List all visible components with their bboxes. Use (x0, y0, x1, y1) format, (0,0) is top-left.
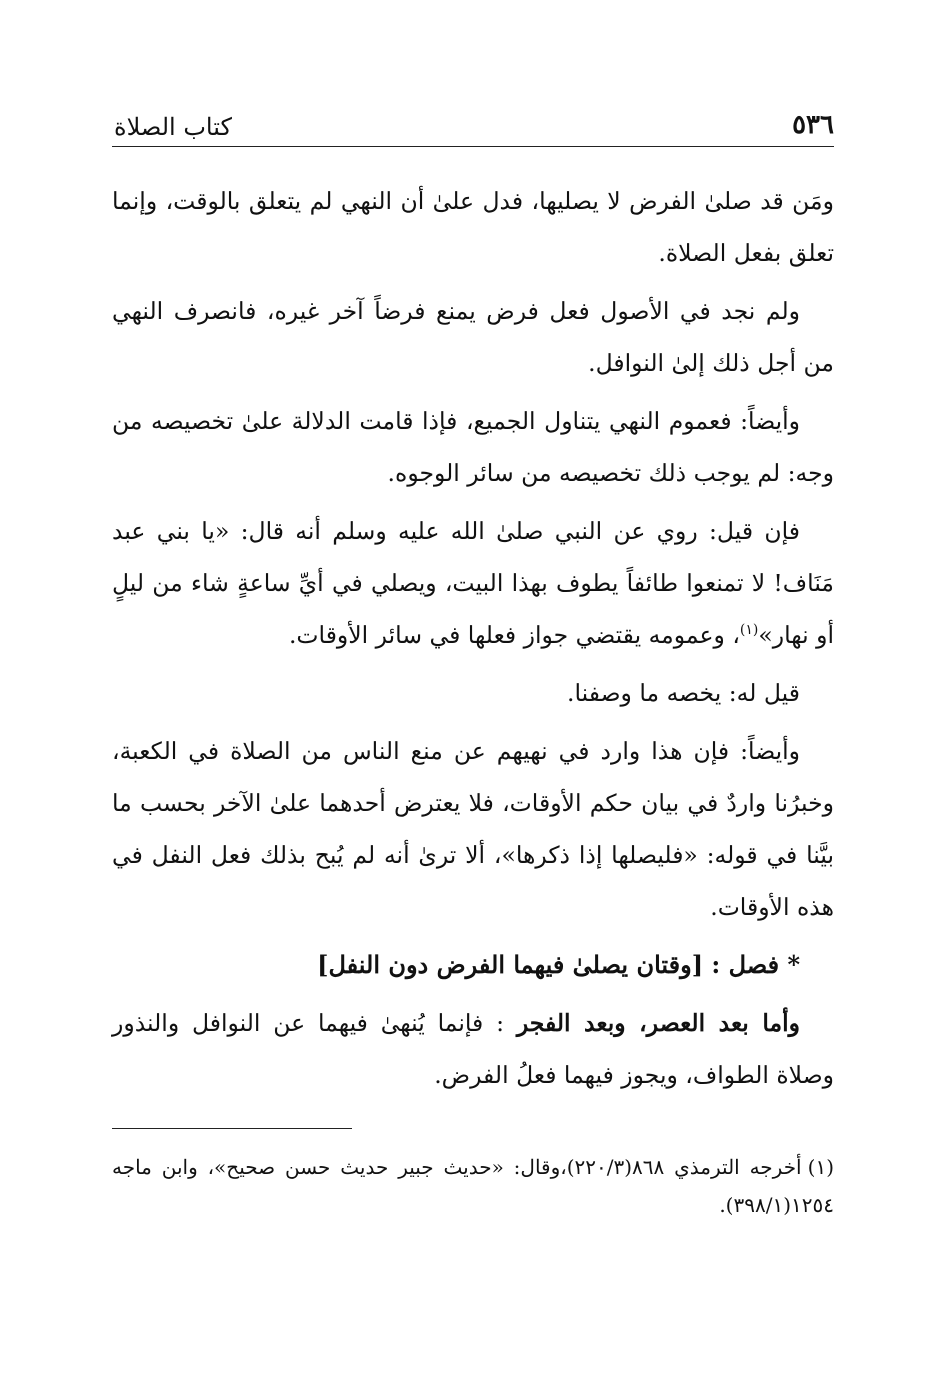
footnote-marker: (١) (807, 1155, 834, 1179)
section-heading: * فصل : [وقتان يصلىٰ فيهما الفرض دون النفل] (317, 950, 800, 979)
paragraph-4 (112, 505, 834, 661)
paragraph-7-text: : فإنما يُنهىٰ فيهما عن النوافل والنذور وصلاة الطواف، ويجوز فيهما فعلُ الفرض. (112, 1009, 834, 1089)
paragraph-6: وأيضاً: فإن هذا وارد في نهيهم عن منع الناس من الصلاة في الكعبة، وخبرُنا واردٌ في بيان حكم الأوقات، فلا يعترض أحدهما علىٰ الآخر بحسب ما بيَّنا في قوله: «فليصلها إذا ذكرها»، ألا ترىٰ أنه لم يُبح بذلك فعل النفل في هذه الأوقات. (112, 737, 834, 921)
footnote-1 (112, 1148, 834, 1224)
paragraph-7-bold-lead: وأما بعد العصر، وبعد الفجر (516, 1009, 800, 1037)
paragraph-7 (112, 997, 834, 1101)
paragraph-3: وأيضاً: فعموم النهي يتناول الجميع، فإذا قامت الدلالة علىٰ تخصيصه من وجه: لم يوجب ذلك تخصيصه من سائر الوجوه. (112, 407, 834, 487)
page-content (112, 100, 834, 1107)
book-title: كتاب الصلاة (114, 113, 232, 141)
paragraph-5: قيل له: يخصه ما وصفنا. (566, 679, 800, 707)
paragraph-4-text: فإن قيل: روي عن النبي صلىٰ الله عليه وسلم أنه قال: «يا بني عبد مَنَاف! لا تمنعوا طائفاً يطوف بهذا البيت، ويصلي في أيِّ ساعةٍ شاء من ليلٍ أو نهار» (112, 517, 834, 649)
running-header (112, 100, 834, 147)
footnote-separator (112, 1128, 352, 1129)
footnote-text: أخرجه الترمذي ٨٦٨(٢٢٠/٣)،وقال: «حديث جبير حديث حسن صحيح»، وابن ماجه ١٢٥٤(٣٩٨/١). (112, 1155, 834, 1217)
footnote-reference[interactable]: (١) (739, 622, 759, 639)
page-number: ٥٣٦ (792, 110, 834, 140)
paragraph-2: ولم نجد في الأصول فعل فرض يمنع فرضاً آخر غيره، فانصرف النهي من أجل ذلك إلىٰ النوافل. (112, 297, 834, 377)
footnotes (112, 1148, 834, 1224)
paragraph-4-continuation: ، وعمومه يقتضي جواز فعلها في سائر الأوقات. (288, 621, 740, 649)
body-text (112, 175, 834, 1101)
paragraph-1: ومَن قد صلىٰ الفرض لا يصليها، فدل علىٰ أن النهي لم يتعلق بالوقت، وإنما تعلق بفعل الصلاة. (112, 187, 834, 267)
